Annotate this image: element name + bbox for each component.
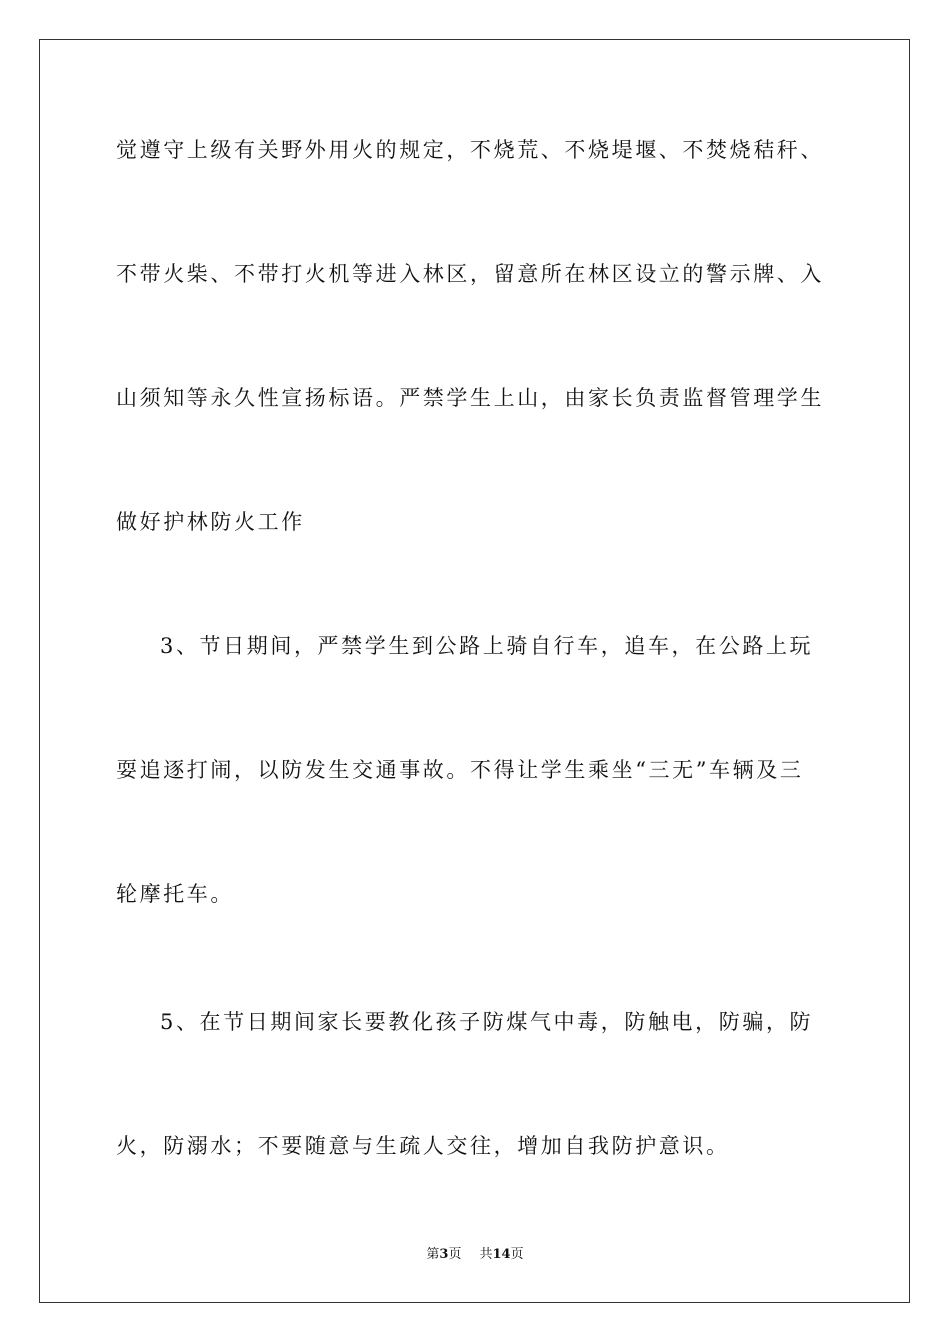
paragraph-line: 觉遵守上级有关野外用火的规定，不烧荒、不烧堤堰、不焚烧秸秆、 [116,138,824,162]
paragraph-line: 做好护林防火工作 [116,510,305,534]
paragraph-line: 山须知等永久性宣扬标语。严禁学生上山，由家长负责监督管理学生 [116,386,824,410]
total-pages: 14 [492,1247,511,1262]
page-number: 3 [439,1247,449,1262]
paragraph-line: 轮摩托车。 [116,882,234,906]
page-footer [0,1248,950,1261]
page-prefix: 第 [426,1247,440,1262]
paragraph-line: 5、在节日期间家长要教化孩子防煤气中毒，防触电，防骗，防 [160,1010,814,1034]
total-suffix: 页 [510,1247,524,1262]
paragraph-line: 火，防溺水；不要随意与生疏人交往，增加自我防护意识。 [116,1134,730,1158]
page-suffix: 页 [448,1247,462,1262]
total-prefix: 共 [479,1247,493,1262]
paragraph-line: 耍追逐打闹，以防发生交通事故。不得让学生乘坐“三无”车辆及三 [116,758,804,782]
page-border [39,39,910,1303]
paragraph-line: 3、节日期间，严禁学生到公路上骑自行车，追车，在公路上玩 [160,634,814,658]
paragraph-line: 不带火柴、不带打火机等进入林区，留意所在林区设立的警示牌、入 [116,262,824,286]
